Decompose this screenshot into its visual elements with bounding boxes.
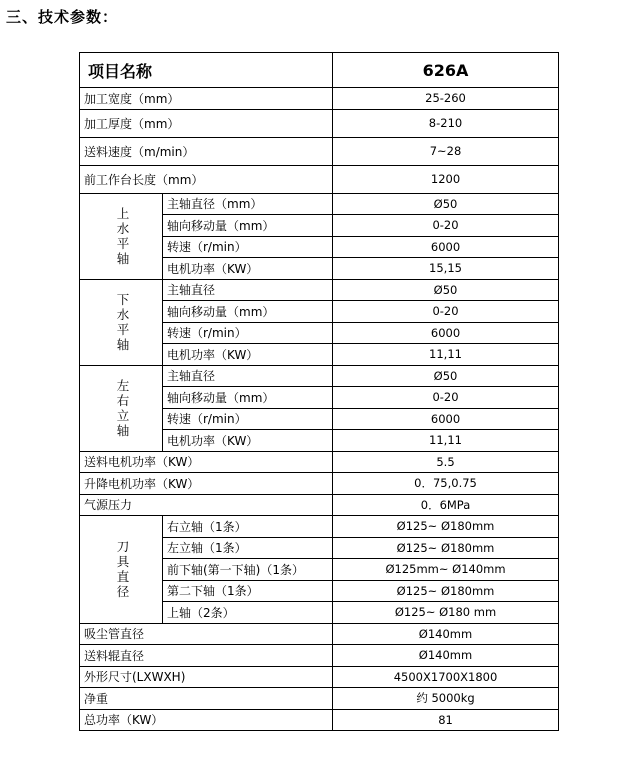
row-value: Ø125~ Ø180mm	[333, 580, 559, 602]
row-value: 25-260	[333, 88, 559, 110]
row-value: 0-20	[333, 301, 559, 323]
row-value: Ø125~ Ø180 mm	[333, 602, 559, 624]
row-value: Ø50	[333, 279, 559, 301]
table-row	[80, 473, 559, 495]
row-label: 送料辊直径	[80, 645, 333, 667]
table-row	[80, 494, 559, 516]
table-row	[80, 516, 559, 538]
spec-table	[79, 52, 559, 731]
row-label: 净重	[80, 688, 333, 710]
row-value: Ø125~ Ø180mm	[333, 537, 559, 559]
header-model: 626A	[333, 53, 559, 88]
row-label: 主轴直径	[163, 365, 333, 387]
row-label: 转速（r/min）	[163, 322, 333, 344]
table-header-row	[80, 53, 559, 88]
table-row	[80, 165, 559, 193]
row-value: 81	[333, 709, 559, 731]
group-label-upper-horizontal: 上水平轴	[80, 193, 163, 279]
group-label-tool-diameter: 刀具直径	[80, 516, 163, 624]
row-label: 送料速度（m/min）	[80, 137, 333, 165]
row-label: 主轴直径（mm）	[163, 193, 333, 215]
table-row	[80, 365, 559, 387]
row-value: 0．75,0.75	[333, 473, 559, 495]
row-value: Ø125~ Ø180mm	[333, 516, 559, 538]
row-value: 15,15	[333, 258, 559, 280]
table-row	[80, 279, 559, 301]
table-row	[80, 451, 559, 473]
row-value: Ø140mm	[333, 645, 559, 667]
row-label: 电机功率（KW）	[163, 258, 333, 280]
header-item-name: 项目名称	[80, 53, 333, 88]
row-label: 第二下轴（1条）	[163, 580, 333, 602]
row-value: 1200	[333, 165, 559, 193]
table-row	[80, 645, 559, 667]
row-label: 送料电机功率（KW）	[80, 451, 333, 473]
row-label: 前下轴(第一下轴)（1条）	[163, 559, 333, 581]
section-heading: 三、技术参数：	[6, 8, 119, 26]
table-row	[80, 709, 559, 731]
row-label: 加工厚度（mm）	[80, 109, 333, 137]
row-value: 0-20	[333, 387, 559, 409]
row-value: 6000	[333, 322, 559, 344]
row-value: 7~28	[333, 137, 559, 165]
row-value: 5.5	[333, 451, 559, 473]
row-label: 电机功率（KW）	[163, 344, 333, 366]
row-label: 气源压力	[80, 494, 333, 516]
row-label: 总功率（KW）	[80, 709, 333, 731]
row-label: 前工作台长度（mm）	[80, 165, 333, 193]
table-row	[80, 109, 559, 137]
row-value: 11,11	[333, 430, 559, 452]
table-row	[80, 623, 559, 645]
group-label-lower-horizontal: 下水平轴	[80, 279, 163, 365]
group-label-left-right-vertical: 左右立轴	[80, 365, 163, 451]
table-row	[80, 193, 559, 215]
row-value: Ø140mm	[333, 623, 559, 645]
row-value: 11,11	[333, 344, 559, 366]
row-value: 6000	[333, 408, 559, 430]
row-label: 右立轴（1条）	[163, 516, 333, 538]
row-label: 轴向移动量（mm）	[163, 387, 333, 409]
row-value: 4500X1700X1800	[333, 666, 559, 688]
row-value: 8-210	[333, 109, 559, 137]
row-label: 转速（r/min）	[163, 408, 333, 430]
row-label: 加工宽度（mm）	[80, 88, 333, 110]
row-label: 上轴（2条）	[163, 602, 333, 624]
table-row	[80, 88, 559, 110]
row-value: 0．6MPa	[333, 494, 559, 516]
row-label: 轴向移动量（mm）	[163, 215, 333, 237]
row-label: 外形尺寸(LXWXH)	[80, 666, 333, 688]
row-label: 转速（r/min）	[163, 236, 333, 258]
row-value: Ø125mm~ Ø140mm	[333, 559, 559, 581]
row-value: 0-20	[333, 215, 559, 237]
row-label: 电机功率（KW）	[163, 430, 333, 452]
row-value: Ø50	[333, 193, 559, 215]
table-row	[80, 666, 559, 688]
row-value: Ø50	[333, 365, 559, 387]
row-label: 轴向移动量（mm）	[163, 301, 333, 323]
table-row	[80, 137, 559, 165]
row-label: 吸尘管直径	[80, 623, 333, 645]
row-label: 主轴直径	[163, 279, 333, 301]
row-value: 6000	[333, 236, 559, 258]
row-value: 约 5000kg	[333, 688, 559, 710]
row-label: 左立轴（1条）	[163, 537, 333, 559]
table-row	[80, 688, 559, 710]
row-label: 升降电机功率（KW）	[80, 473, 333, 495]
